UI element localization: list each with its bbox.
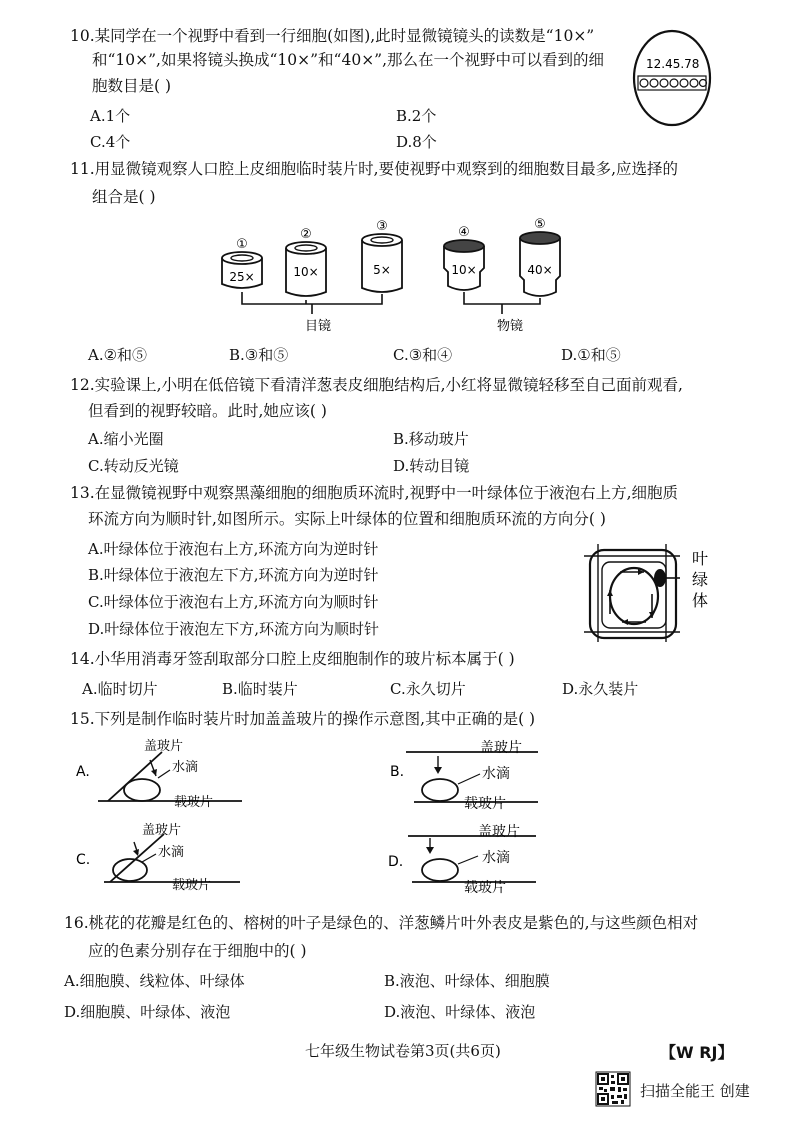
lens-2-number: ②	[300, 227, 312, 242]
q13-line1: 13.在显微镜视野中观察黑藻细胞的细胞质环流时,视野中一叶绿体位于液泡右上方,细胞质	[70, 484, 679, 502]
q10-field-of-view-figure	[632, 28, 714, 128]
q15-c-slide-label: 载玻片	[172, 878, 212, 893]
q15-figure-b	[388, 738, 628, 818]
q14-option-c: C.永久切片	[390, 680, 466, 698]
q11-option-c: C.③和④	[393, 346, 453, 364]
q15-figure-a	[72, 738, 292, 810]
q15-d-water-label: 水滴	[482, 850, 510, 866]
q16-option-c: D.细胞膜、叶绿体、液泡	[64, 1003, 231, 1021]
lens-2-mag: 10×	[293, 265, 319, 279]
q15-letter-b: B.	[390, 764, 405, 780]
q10-line3: 胞数目是( )	[92, 77, 172, 95]
q15-b-cover-label: 盖玻片	[480, 740, 522, 756]
lens-5-mag: 40×	[527, 263, 553, 277]
lens-4	[444, 225, 484, 290]
q10-figure-handwriting: 12.45.78	[646, 57, 700, 71]
q11-line1: 11.用显微镜观察人口腔上皮细胞临时装片时,要使视野中观察到的细胞数目最多,应选择的	[70, 160, 679, 178]
q10-option-d: D.8个	[396, 133, 437, 151]
q13-option-a: A.叶绿体位于液泡右上方,环流方向为逆时针	[88, 540, 379, 558]
q11-option-a: A.②和⑤	[88, 346, 148, 364]
q10-line2: 和“10×”,如果将镜头换成“10×”和“40×”,那么在一个视野中可以看到的细	[92, 51, 605, 69]
lens-4-mag: 10×	[451, 263, 477, 277]
q14-line1: 14.小华用消毒牙签刮取部分口腔上皮细胞制作的玻片标本属于( )	[70, 650, 515, 668]
lens-5-number: ⑤	[534, 217, 546, 232]
lens-1-mag: 25×	[229, 270, 255, 284]
q13-option-c: C.叶绿体位于液泡右上方,环流方向为顺时针	[88, 593, 379, 611]
q10-line1: 10.某同学在一个视野中看到一行细胞(如图),此时显微镜镜头的读数是“10×”	[70, 27, 595, 45]
q15-figure-c	[72, 820, 292, 894]
q11-option-b: B.③和⑤	[229, 346, 289, 364]
q11-line2: 组合是( )	[92, 188, 156, 206]
lens-3-number: ③	[376, 219, 388, 234]
q13-cell-figure	[580, 542, 740, 647]
lens-3	[362, 219, 402, 292]
q15-a-cover-label: 盖玻片	[144, 739, 184, 754]
q13-label-ti: 体	[692, 591, 709, 610]
objective-label: 物镜	[496, 319, 524, 334]
lens-5	[520, 217, 560, 296]
q16-option-d: D.液泡、叶绿体、液泡	[384, 1003, 536, 1021]
q11-option-d: D.①和⑤	[561, 346, 621, 364]
q15-d-cover-label: 盖玻片	[478, 824, 520, 840]
q13-line2: 环流方向为顺时针,如图所示。实际上叶绿体的位置和细胞质环流的方向分( )	[88, 510, 606, 528]
q14-option-d: D.永久装片	[562, 680, 639, 698]
q12-line2: 但看到的视野较暗。此时,她应该( )	[88, 402, 327, 420]
q16-option-a: A.细胞膜、线粒体、叶绿体	[64, 972, 245, 990]
q14-option-a: A.临时切片	[82, 680, 158, 698]
q16-line2: 应的色素分别存在于细胞中的( )	[88, 942, 307, 960]
q15-c-water-label: 水滴	[158, 845, 185, 860]
qr-code-icon	[596, 1072, 630, 1106]
lens-1-number: ①	[236, 237, 248, 252]
q15-b-slide-label: 载玻片	[464, 796, 506, 812]
q15-letter-d: D.	[388, 854, 404, 870]
q15-figure-d	[386, 822, 626, 900]
scanner-watermark: 扫描全能王 创建	[640, 1082, 750, 1100]
q16-option-b: B.液泡、叶绿体、细胞膜	[384, 972, 550, 990]
q11-lens-figure	[210, 218, 580, 338]
q10-option-a: A.1个	[90, 107, 131, 125]
lens-2	[286, 227, 326, 296]
q12-option-a: A.缩小光圈	[88, 430, 164, 448]
lens-4-number: ④	[458, 225, 470, 240]
q13-option-d: D.叶绿体位于液泡左下方,环流方向为顺时针	[88, 620, 380, 638]
q16-line1: 16.桃花的花瓣是红色的、榕树的叶子是绿色的、洋葱鳞片叶外表皮是紫色的,与这些颜色相对	[64, 914, 699, 932]
q13-option-b: B.叶绿体位于液泡左下方,环流方向为逆时针	[88, 566, 379, 584]
q15-letter-a: A.	[76, 764, 90, 780]
q15-letter-c: C.	[76, 852, 91, 868]
q10-option-c: C.4个	[90, 133, 131, 151]
q15-d-slide-label: 载玻片	[464, 880, 506, 896]
q15-line1: 15.下列是制作临时装片时加盖盖玻片的操作示意图,其中正确的是( )	[70, 710, 536, 728]
q13-label-lv: 绿	[692, 570, 709, 589]
lens-3-mag: 5×	[373, 263, 391, 277]
q15-a-slide-label: 载玻片	[174, 795, 214, 810]
q12-option-b: B.移动玻片	[393, 430, 469, 448]
q12-option-c: C.转动反光镜	[88, 457, 179, 475]
eyepiece-label: 目镜	[304, 319, 332, 334]
q12-option-d: D.转动目镜	[393, 457, 470, 475]
q10-option-b: B.2个	[396, 107, 437, 125]
version-badge: 【W RJ】	[660, 1043, 734, 1062]
q14-option-b: B.临时装片	[222, 680, 298, 698]
q12-line1: 12.实验课上,小明在低倍镜下看清洋葱表皮细胞结构后,小红将显微镜轻移至自己面前观看,	[70, 376, 683, 394]
q13-label-ye: 叶	[692, 549, 709, 568]
q15-b-water-label: 水滴	[482, 766, 510, 782]
q15-c-cover-label: 盖玻片	[142, 823, 182, 838]
q15-a-water-label: 水滴	[172, 760, 199, 775]
lens-1	[222, 237, 262, 288]
page-footer: 七年级生物试卷第3页(共6页)	[305, 1042, 501, 1060]
